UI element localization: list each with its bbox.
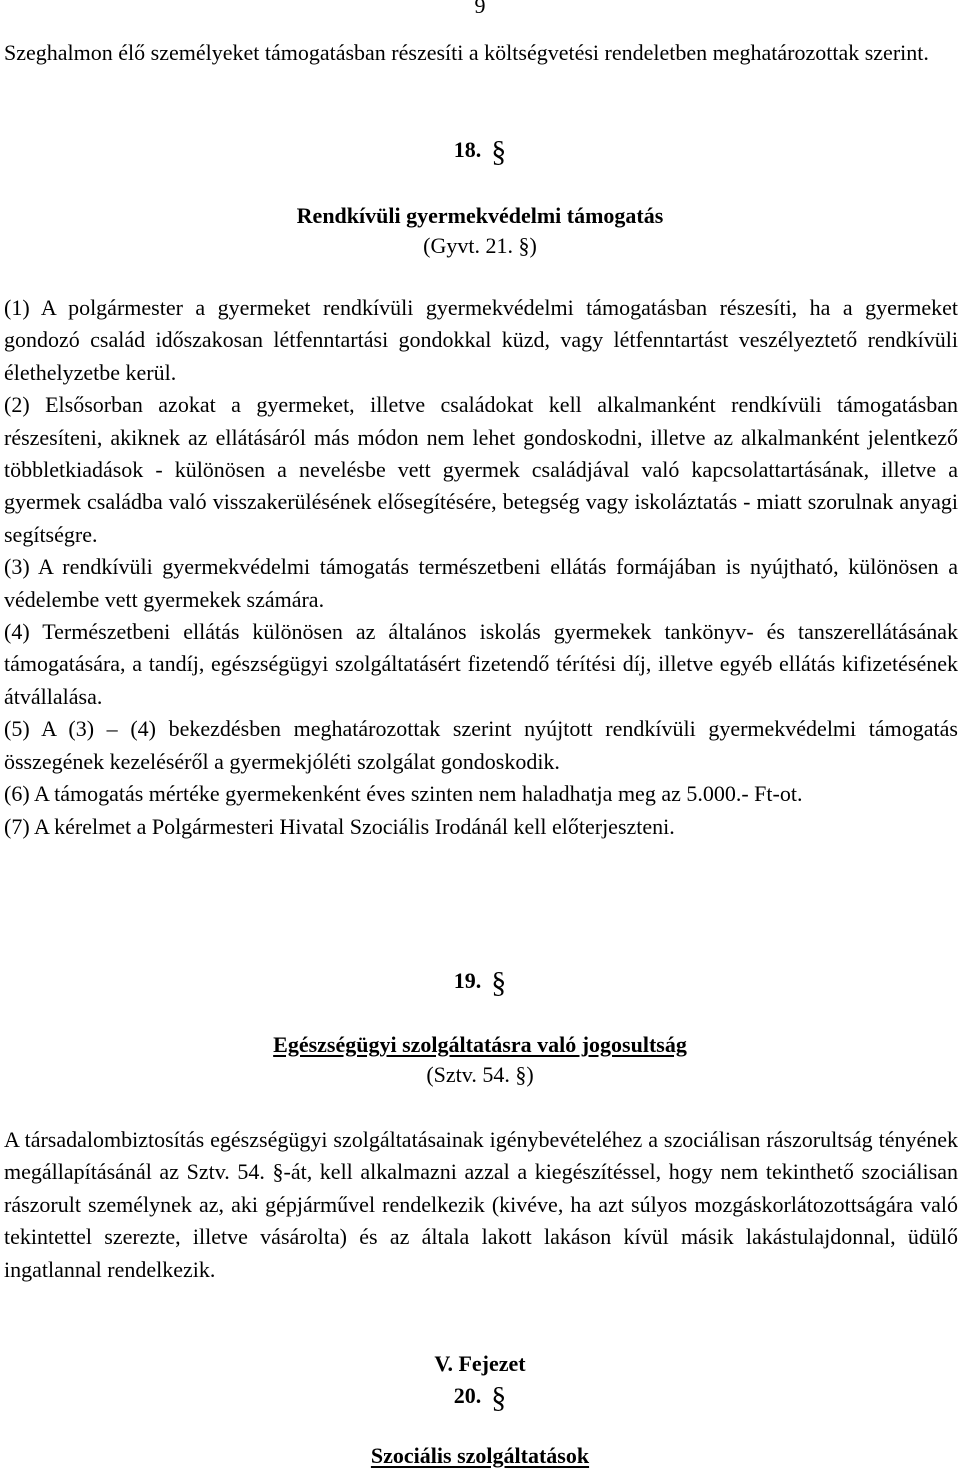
paragraph-6: (6) A támogatás mértéke gyermekenként éves szinten nem haladhatja meg az 5.000.- Ft-ot.	[4, 781, 803, 807]
section-19-body	[4, 1124, 958, 1286]
paragraph-4: (4) Természetbeni ellátás különösen az általános iskolás gyermekek tankönyv- és tanszerellátásának támogatására, a tandíj, egészségügyi szolgáltatásért fizetendő térítési díj, illetve egyéb ellátás kifizetésének átvállalása.	[4, 619, 958, 709]
section-sign-icon: §	[491, 966, 507, 999]
section-18-body	[4, 292, 958, 843]
section-18-title: Rendkívüli gyermekvédelmi támogatás	[296, 203, 664, 228]
section-19-paragraph: A társadalombiztosítás egészségügyi szolgáltatásainak igénybevételéhez a szociálisan rászorultság tényének megállapításánál az Sztv. 54. §-át, kell alkalmazni azzal a kiegészítéssel, hogy nem tekinthető szociálisan rászorult személynek az, aki gépjárművel rendelkezik (kivéve, ha azt súlyos mozgáskorlátozottságára való tekintettel szerezte, illetve vásárolta) és az általa lakott lakáson kívül másik lakástulajdonnal, üdülő ingatlannal rendelkezik.	[4, 1127, 958, 1282]
section-19-number: 19.	[453, 968, 482, 993]
section-sign-icon: §	[491, 135, 507, 168]
page-number: 9	[474, 0, 486, 18]
section-19-title: Egészségügyi szolgáltatásra való jogosultság	[273, 1032, 687, 1057]
section-18-number: 18.	[453, 137, 482, 162]
section-19-reference: (Sztv. 54. §)	[426, 1062, 534, 1087]
intro-text: Szeghalmon élő személyeket támogatásban részesíti a költségvetési rendeletben meghatározottak szerint.	[4, 40, 929, 65]
paragraph-1: (1) A polgármester a gyermeket rendkívüli gyermekvédelmi támogatásban részesíti, ha a gyermeket gondozó család időszakosan létfenntartási gondokkal küzd, vagy létfenntartást veszélyeztető rendkívüli élethelyzetbe kerül.	[4, 295, 958, 385]
section-20-number: 20.	[453, 1383, 482, 1408]
section-20-heading	[0, 1381, 960, 1413]
chapter-5-title: V. Fejezet	[434, 1351, 526, 1376]
chapter-5-heading: Szociális szolgáltatások	[370, 1443, 590, 1468]
section-19-heading	[0, 966, 960, 998]
section-18-reference: (Gyvt. 21. §)	[423, 233, 537, 258]
paragraph-5: (5) A (3) – (4) bekezdésben meghatározottak szerint nyújtott rendkívüli gyermekvédelmi támogatás összegének kezeléséről a gyermekjóléti szolgálat gondoskodik.	[4, 716, 958, 774]
section-18-heading	[0, 135, 960, 167]
paragraph-2: (2) Elsősorban azokat a gyermeket, illetve családokat kell alkalmanként rendkívüli támogatásban részesíteni, akiknek az ellátásáról más módon nem lehet gondoskodni, illetve az alkalmanként jelentkező többletkiadások - különösen a nevelésbe vett gyermek családjával való kapcsolattartásának, illetve a gyermek családba való visszakerülésének elősegítésére, betegség vagy iskoláztatás - miatt szorulnak anyagi segítségre.	[4, 392, 958, 547]
paragraph-3: (3) A rendkívüli gyermekvédelmi támogatás természetbeni ellátás formájában is nyújtható, különösen a védelembe vett gyermekek számára.	[4, 554, 958, 612]
paragraph-7: (7) A kérelmet a Polgármesteri Hivatal Szociális Irodánál kell előterjeszteni.	[4, 813, 675, 839]
intro-paragraph	[4, 37, 958, 69]
section-sign-icon: §	[491, 1381, 507, 1414]
